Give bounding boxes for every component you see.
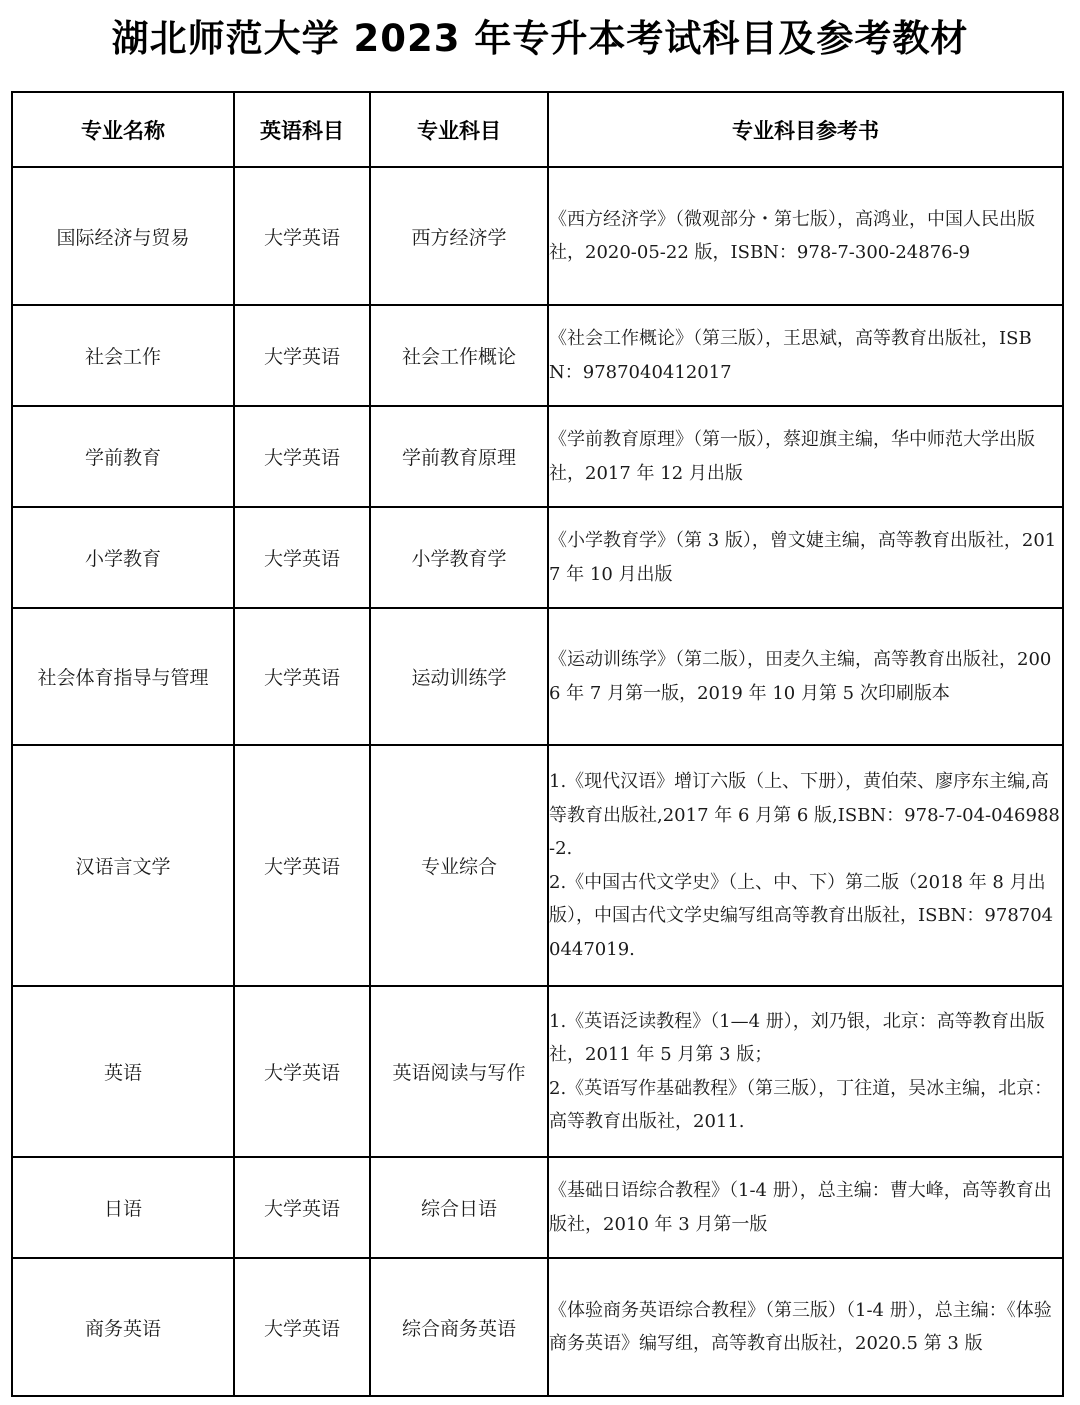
major-subject-cell: 小学教育学 (370, 507, 548, 608)
major-cell: 小学教育 (12, 507, 234, 608)
major-cell: 商务英语 (12, 1258, 234, 1396)
table-body (12, 167, 1063, 1396)
major-subject-cell: 学前教育原理 (370, 406, 548, 507)
english-subject-cell: 大学英语 (234, 608, 370, 745)
reference-books-cell (548, 745, 1063, 986)
page-title: 湖北师范大学 2023 年专升本考试科目及参考教材 (111, 17, 969, 60)
english-subject-cell: 大学英语 (234, 986, 370, 1157)
header-english-subject: 英语科目 (234, 92, 370, 167)
syllabus-table (11, 91, 1064, 1397)
table-row (12, 1258, 1063, 1396)
reference-book-entry: 《小学教育学》（第 3 版），曾文婕主编，高等教育出版社，2017 年 10 月出版 (549, 530, 1057, 585)
table-row (12, 507, 1063, 608)
reference-book-entry: 《体验商务英语综合教程》（第三版）（1-4 册），总主编：《体验商务英语》编写组，高等教育出版社，2020.5 第 3 版 (549, 1299, 1052, 1354)
english-subject-cell: 大学英语 (234, 1258, 370, 1396)
major-cell: 国际经济与贸易 (12, 167, 234, 305)
reference-books-cell (548, 167, 1063, 305)
table-row (12, 608, 1063, 745)
header-major: 专业名称 (12, 92, 234, 167)
major-cell: 社会体育指导与管理 (12, 608, 234, 745)
english-subject-cell: 大学英语 (234, 1157, 370, 1258)
reference-book-entry: 《基础日语综合教程》（1-4 册），总主编：曹大峰，高等教育出版社，2010 年 3 月第一版 (549, 1180, 1052, 1235)
header-reference-books: 专业科目参考书 (548, 92, 1063, 167)
reference-book-entry: 《学前教育原理》（第一版），蔡迎旗主编，华中师范大学出版社，2017 年 12 月出版 (549, 429, 1035, 484)
major-subject-cell: 专业综合 (370, 745, 548, 986)
reference-books-cell (548, 986, 1063, 1157)
table-row (12, 745, 1063, 986)
reference-books-cell (548, 1157, 1063, 1258)
major-cell: 日语 (12, 1157, 234, 1258)
english-subject-cell: 大学英语 (234, 507, 370, 608)
header-major-subject: 专业科目 (370, 92, 548, 167)
major-subject-cell: 综合商务英语 (370, 1258, 548, 1396)
reference-book-entry: 1.《英语泛读教程》（1—4 册），刘乃银，北京：高等教育出版社，2011 年 5 月第 3 版； (549, 1010, 1045, 1065)
major-subject-cell: 综合日语 (370, 1157, 548, 1258)
reference-books-cell (548, 406, 1063, 507)
reference-books-cell (548, 608, 1063, 745)
reference-books-cell (548, 305, 1063, 406)
major-cell: 社会工作 (12, 305, 234, 406)
major-cell: 英语 (12, 986, 234, 1157)
reference-book-entry: 2.《英语写作基础教程》（第三版），丁往道，吴冰主编，北京：高等教育出版社，2011. (549, 1077, 1053, 1132)
table-row (12, 1157, 1063, 1258)
english-subject-cell: 大学英语 (234, 745, 370, 986)
reference-books-cell (548, 507, 1063, 608)
reference-book-entry: 1.《现代汉语》增订六版（上、下册），黄伯荣、廖序东主编,高等教育出版社,2017 年 6 月第 6 版,ISBN：978-7-04-046988-2. (549, 771, 1060, 859)
major-subject-cell: 运动训练学 (370, 608, 548, 745)
table-row (12, 986, 1063, 1157)
major-cell: 汉语言文学 (12, 745, 234, 986)
major-subject-cell: 社会工作概论 (370, 305, 548, 406)
reference-books-cell (548, 1258, 1063, 1396)
table-row (12, 305, 1063, 406)
reference-book-entry: 2.《中国古代文学史》（上、中、下）第二版（2018 年 8 月出版），中国古代文学史编写组高等教育出版社，ISBN：9787040447019. (549, 871, 1054, 960)
table-header-row (12, 92, 1063, 167)
reference-book-entry: 《西方经济学》（微观部分・第七版），高鸿业，中国人民出版社，2020-05-22 版，ISBN：978-7-300-24876-9 (549, 208, 1035, 263)
major-subject-cell: 西方经济学 (370, 167, 548, 305)
major-subject-cell: 英语阅读与写作 (370, 986, 548, 1157)
major-cell: 学前教育 (12, 406, 234, 507)
table-row (12, 167, 1063, 305)
english-subject-cell: 大学英语 (234, 406, 370, 507)
table-row (12, 406, 1063, 507)
reference-book-entry: 《社会工作概论》（第三版），王思斌，高等教育出版社，ISBN：9787040412017 (549, 328, 1032, 383)
english-subject-cell: 大学英语 (234, 305, 370, 406)
english-subject-cell: 大学英语 (234, 167, 370, 305)
reference-book-entry: 《运动训练学》（第二版），田麦久主编，高等教育出版社，2006 年 7 月第一版，2019 年 10 月第 5 次印刷版本 (549, 649, 1052, 704)
